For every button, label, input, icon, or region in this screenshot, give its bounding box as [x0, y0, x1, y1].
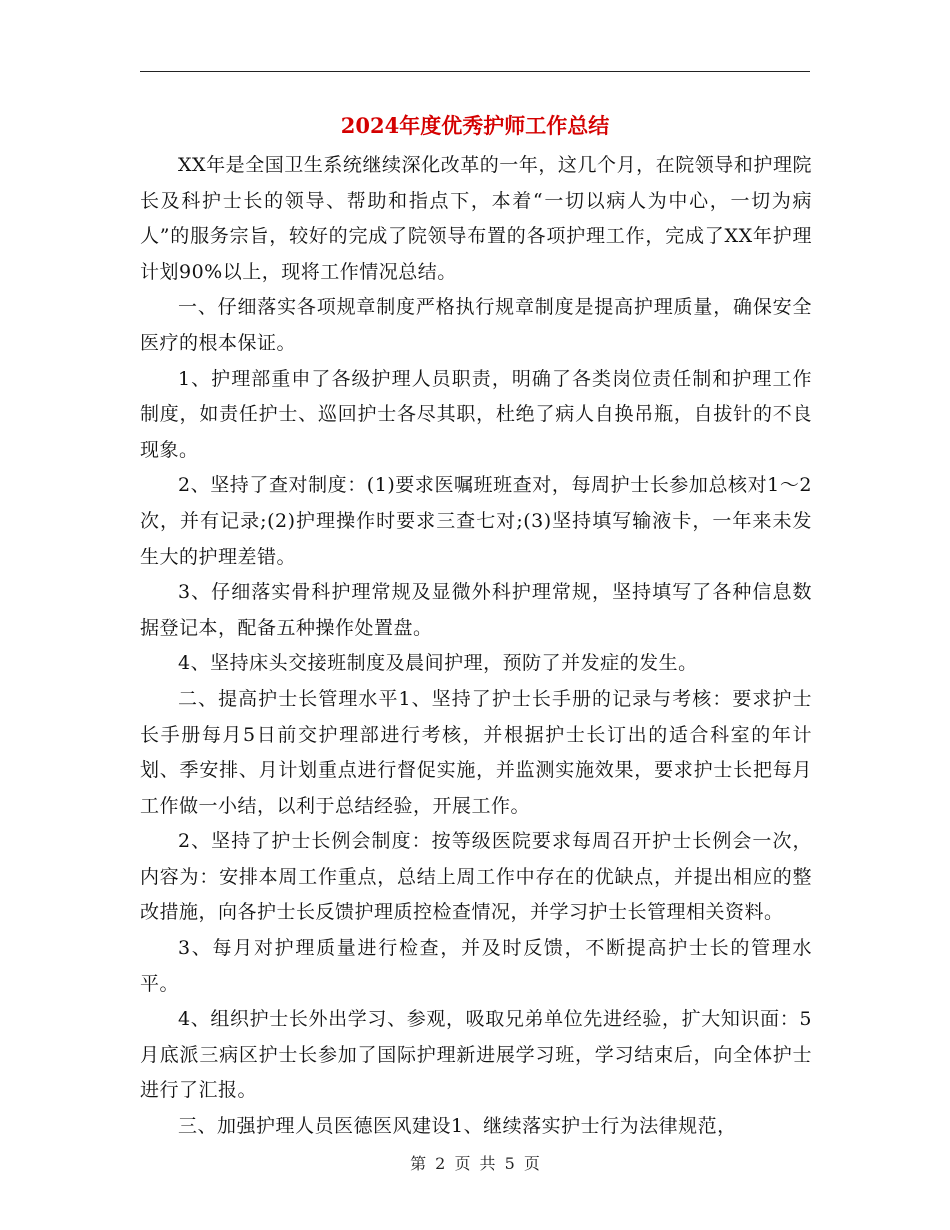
paragraph-2-4: 4、组织护士长外出学习、参观，吸取兄弟单位先进经验，扩大知识面：5月底派三病区护士长参加了国际护理新进展学习班，学习结束后，向全体护士进行了汇报。	[140, 1008, 812, 1102]
document-body	[140, 148, 812, 1145]
paragraph-1-1: 1、护理部重申了各级护理人员职责，明确了各类岗位责任制和护理工作制度，如责任护士、巡回护士各尽其职，杜绝了病人自换吊瓶，自拔针的不良现象。	[140, 367, 812, 461]
header-rule	[140, 71, 810, 72]
paragraph-1-3: 3、仔细落实骨科护理常规及显微外科护理常规，坚持填写了各种信息数据登记本，配备五种操作处置盘。	[140, 581, 812, 639]
page-number: 第 2 页 共 5 页	[410, 1154, 540, 1173]
paragraph-intro: XX年是全国卫生系统继续深化改革的一年，这几个月，在院领导和护理院长及科护士长的领导、帮助和指点下，本着“一切以病人为中心，一切为病人”的服务宗旨，较好的完成了院领导布置的各项护理工作，完成了XX年护理计划90%以上，现将工作情况总结。	[140, 154, 812, 283]
document-title: 2024年度优秀护师工作总结	[340, 113, 610, 138]
paragraph-2-3: 3、每月对护理质量进行检查，并及时反馈，不断提高护士长的管理水平。	[140, 937, 812, 995]
paragraph-1-4: 4、坚持床头交接班制度及晨间护理，预防了并发症的发生。	[178, 652, 698, 675]
paragraph-section-1: 一、仔细落实各项规章制度严格执行规章制度是提高护理质量，确保安全医疗的根本保证。	[140, 296, 812, 354]
paragraph-section-3: 三、加强护理人员医德医风建设1、继续落实护士行为法律规范，	[178, 1115, 737, 1138]
paragraph-1-2: 2、坚持了查对制度：(1)要求医嘱班班查对，每周护士长参加总核对1～2次，并有记录;(2)护理操作时要求三查七对;(3)坚持填写输液卡，一年来未发生大的护理差错。	[140, 474, 812, 568]
paragraph-section-2: 二、提高护士长管理水平1、坚持了护士长手册的记录与考核：要求护士长手册每月5日前交护理部进行考核，并根据护士长订出的适合科室的年计划、季安排、月计划重点进行督促实施，并监测实施效果，要求护士长把每月工作做一小结，以利于总结经验，开展工作。	[140, 687, 812, 817]
paragraph-2-2: 2、坚持了护士长例会制度：按等级医院要求每周召开护士长例会一次，内容为：安排本周工作重点，总结上周工作中存在的优缺点，并提出相应的整改措施，向各护士长反馈护理质控检查情况，并学习护士长管理相关资料。	[140, 830, 812, 924]
